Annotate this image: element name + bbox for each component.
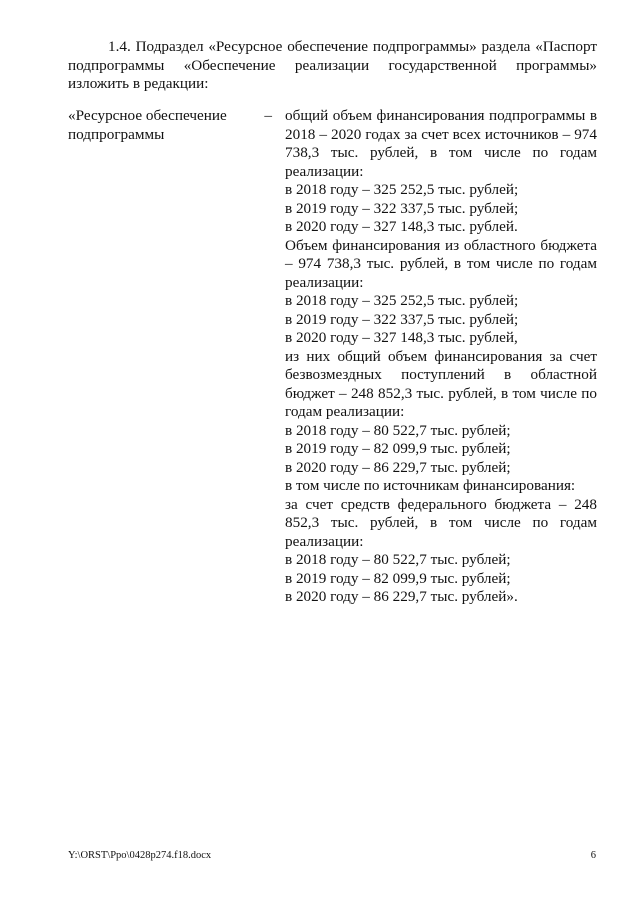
gratuitous-receipts-paragraph: из них общий объем финансирования за счет безвозмездных поступлений в областной бюджет – 248 852,3 тыс. рублей, в том числе по годам реализации: [285, 347, 597, 420]
year-line-2018-regional: в 2018 году – 325 252,5 тыс. рублей; [285, 292, 519, 309]
label-dash: – [264, 107, 272, 124]
year-line-2020-gratuitous: в 2020 году – 86 229,7 тыс. рублей; [285, 458, 511, 476]
year-line-2020-federal: в 2020 году – 86 229,7 тыс. рублей». [285, 588, 518, 605]
resource-label-line1: «Ресурсное обеспечение [68, 107, 227, 124]
year-line-2018-gratuitous: в 2018 году – 80 522,7 тыс. рублей; [285, 421, 511, 439]
regional-budget-paragraph: Объем финансирования из областного бюджета – 974 738,3 тыс. рублей, в том числе по годам реализации: [285, 236, 597, 291]
year-line-2018-federal: в 2018 году – 80 522,7 тыс. рублей; [285, 551, 511, 568]
year-line-2019-gratuitous: в 2019 году – 82 099,9 тыс. рублей; [285, 440, 511, 457]
table-right-column [285, 107, 597, 607]
federal-budget-paragraph: за счет средств федерального бюджета – 248 852,3 тыс. рублей, в том числе по годам реализации: [285, 495, 597, 550]
total-funding-paragraph: общий объем финансирования подпрограммы в 2018 – 2020 годах за счет всех источников – 974 738,3 тыс. рублей, в том числе по годам реализации: [285, 107, 597, 180]
footer-page-number: 6 [590, 850, 596, 861]
year-line-2019-regional: в 2019 году – 322 337,5 тыс. рублей; [285, 310, 519, 328]
year-line-2020-regional: в 2020 году – 327 148,3 тыс. рублей, [285, 329, 518, 346]
intro-paragraph: 1.4. Подраздел «Ресурсное обеспечение подпрограммы» раздела «Паспорт подпрограммы «Обеспечение реализации государственной программы» изложить в редакции: [68, 38, 597, 92]
footer-file-path: Y:\ORST\Ppo\0428p274.f18.docx [68, 850, 212, 861]
left-label-row [68, 107, 272, 126]
year-line-2019-federal: в 2019 году – 82 099,9 тыс. рублей; [285, 569, 511, 587]
year-line-2019-total: в 2019 году – 322 337,5 тыс. рублей; [285, 199, 519, 217]
resource-label-line2: подпрограммы [68, 125, 165, 143]
year-line-2020-total: в 2020 году – 327 148,3 тыс. рублей. [285, 218, 518, 235]
sources-line: в том числе по источникам финансирования: [285, 477, 576, 494]
year-line-2018-total: в 2018 году – 325 252,5 тыс. рублей; [285, 181, 519, 198]
table-left-column [68, 107, 272, 144]
